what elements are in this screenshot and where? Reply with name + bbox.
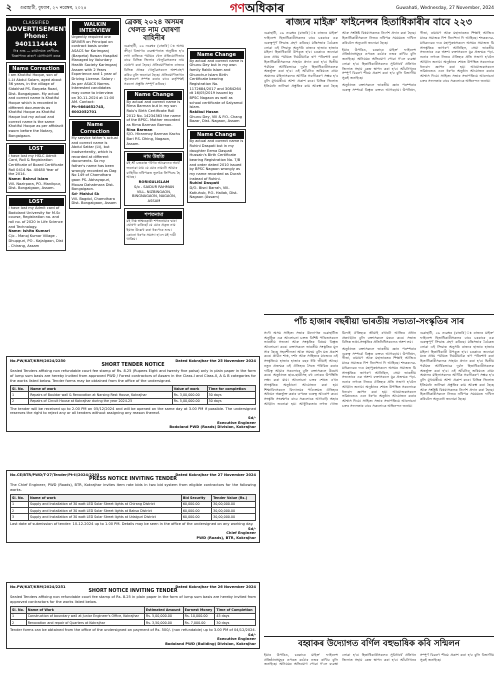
table-row xyxy=(11,620,256,626)
tender-body: Sealed Tenders affixing non refundable court fee stamp of Rs. 8.25 in plain paper in the form of lump sum basis are hereby invited from approved contractors for the works listed below. xyxy=(10,595,256,605)
classified-label: CLASSIFIED xyxy=(22,20,50,25)
table-cell: 2 xyxy=(11,508,29,514)
table-header: Name of Work xyxy=(26,607,144,613)
tender-body: The Chief Engineer, PWD (Roads), BTR, Kokrajhar invites item rate bids in two bid system from eligible contractors for the following works. xyxy=(10,483,256,493)
table-header: Sl. No. xyxy=(11,495,29,501)
sign-line-1: Sd/- xyxy=(248,416,256,421)
tender-date: Dated Kokrajhar the 26 November 2024 xyxy=(175,585,256,589)
table-cell: 3 xyxy=(11,514,29,520)
table-header: Tender Value (Rs.) xyxy=(212,495,256,501)
ad-body: By actual and correct name is Rima Barman but in my son Rolu's Birth Certificate Roll 2012 No. 14234363 the name of the BPSC- Mother recorded as Rima Barman Barman. xyxy=(126,99,181,127)
tender-heading: SHORT NOTICE INVITING TENDER xyxy=(88,589,178,595)
ad-body: I have lost my HSLC Admit Card, Roll & Registration Certificate of Board Certificate Roll 0414 No. 40480 Year of the 2014. xyxy=(8,153,64,177)
tender-signature xyxy=(10,527,256,540)
table-header: Sl. No. xyxy=(11,607,27,613)
ad-body: By actual and correct name is Ghunu Dey but in my own family Rakib Islam and Ghunchur Islam Birth Certificate bearing Registration No. 1172684/2017 and 3084264 dt 16/05/2019 issued by BPSC Nagaon as well as school certificate of Salyamol Islam. xyxy=(189,58,244,110)
table-cell: Supply and Installation of 30 watt LED Solar Street lights at Baksa District xyxy=(29,508,182,514)
table-cell: Construction of boundary wall at Junior Engineer's Office, Kokrajhar xyxy=(26,613,144,619)
table-header: Name of work xyxy=(29,386,172,392)
table-cell: 60,000.00 xyxy=(181,514,211,520)
ad-body: মই নিম্ন স্বাক্ষৰকাৰী শপতনামাৰ দ্বাৰা ঘোষণা কৰিছোঁ যে মোৰ প্ৰকৃত নাম ইয়াত উল্লেখ কৰা ধৰণেৰে শুদ্ধ। কোনো ধৰণৰ সমস্যা হ'লে মই দায়ী থাকিম। xyxy=(126,218,177,242)
date-left: গুৱাহাটী, বুধবাৰ, ২৭ নৱেম্বৰ, ২০২৪ xyxy=(20,5,87,11)
sign-line-2: Executive Engineer xyxy=(217,637,256,642)
divider xyxy=(264,314,494,315)
ad-heading: Name Change xyxy=(190,51,244,59)
ad-body: Urgently required one DRIVER on Principal on contract basis under ASACS for Karimganj (Barpeta) Ruwan Hospital Managed by Voluntary Health Society Karimganj Assam with 2 Years Experience and 1 year of Driving License. Salary : As per ASACS Norms. xyxy=(71,35,118,86)
divider xyxy=(264,636,494,637)
sign-line-2: Chief Engineer xyxy=(226,531,256,536)
ad-signatory: RORIGULISLAM xyxy=(138,180,170,185)
tender-footer: Last date of submission of tender: 10-12-2024 up to 1.00 PM. Details may be seen in the office of the undersigned on any working day. xyxy=(10,522,254,527)
name-change-ad xyxy=(124,89,184,149)
culture-story-body-2: অনুষ্ঠানত বক্তাসকলে ভাৰতীয় জ্ঞান পৰম্পৰাৰ গুৰুত্ব সম্পৰ্কে বিস্তৃত বক্তব্য আগবঢ়ায়। উপনিষদ, গীতা, ৰামায়ণ আৰু মহাভাৰতৰ শিক্ষাই আজিও মানৱ সমাজক দিশ নিৰ্দেশনা দি আহিছে। শংকৰদেৱ-মাধৱদেৱৰ দৰে মহাপুৰুষসকলে অসমৰ সমাজত যি সাংস্কৃতিক জাগৰণ আনিছিল, সেয়া ভাৰতীয় সভ্যতাৰে এক অংশ। বক্তাসকলে যুৱ প্ৰজন্মক পঢ়া-শুনাৰ লগতে নিজৰ ঐতিহ্যৰ প্ৰতি সজাগ হ'বলৈ আহ্বান জনায়। অনুষ্ঠানৰ শেষত উপস্থিত সকলোকে ধন্যবাদ জ্ঞাপন কৰা হয়। আয়োজকসকলে ভৱিষ্যতেও এনে ধৰণৰ অনুষ্ঠান আয়োজন কৰাৰ আশ্বাস দিয়ে। সাহিত্য সভাৰ সভাপতিয়ে আলোচনা চক্ৰৰ সফলতাৰ বাবে সকলোকে অভিনন্দন জনায়। xyxy=(342,346,416,408)
masthead xyxy=(6,2,494,16)
table-cell: Supply and Installation of 30 watt LED Solar Street lights at Udalguri District xyxy=(29,514,182,520)
name-correction-ad xyxy=(69,119,121,209)
table-cell: 1 xyxy=(11,392,29,398)
sign-line-1: Sd/- xyxy=(248,632,256,637)
poets-meet-body: ইয়াৰ উপৰিও, চৰকাৰে মাইক্ৰ' ফাইনেন্স প্ৰতিষ্ঠানসমূহৰ ওপৰত কঠোৰ নজৰ ৰাখিব বুলি জনাইছে। অনিয়মৰ অভিযোগ পোৱা গ'লে ব্যৱস্থা লোৱা হ'ব। হিতাধিকাৰীসকলৰ সুবিধাৰ্থে প্ৰতিখন জিলাত সহায় কেন্দ্ৰ স্থাপন কৰা হ'ব। আঁচনিখনৰ সম্পূৰ্ণ বিৱৰণ শীঘ্ৰে প্ৰকাশ কৰা হ'ব বুলি বিভাগীয় সূত্ৰই জনাইছে। xyxy=(264,652,494,667)
tender-footer: The tender will be received up to 2.00 PM on 05/12/2024 and will be opened on the same day at 3.00 PM if possible. The undersigned reserves the right to reject any or all tenders without assigning any reason thereof. xyxy=(10,406,256,416)
tender-notice-2 xyxy=(6,470,260,543)
sign-line-1: Sd/- xyxy=(248,526,256,531)
tender-ref: No.PW/KAT/KRM/2024/2250 xyxy=(10,359,66,363)
table-cell: Supply and Installation of 30 watt LED Solar Street lights at Chirang District xyxy=(29,501,182,507)
table-row xyxy=(11,514,256,520)
table-header: Name of work xyxy=(29,495,182,501)
culture-story-body-3: গুৱাহাটী, ২৬ নৱেম্বৰ (বাতৰি)ঃ ৰাজ্যৰ মাইক্ৰ' ফাইনেন্স হিতাধিকাৰীসকলৰ বাবে চৰকাৰে এক গুৰুত্বপূৰ্ণ সিদ্ধান্ত গ্ৰহণ কৰিছে। মন্ত্ৰিসভাৰ বৈঠকত লোৱা এই সিদ্ধান্ত অনুসৰি ৰাজ্যৰ হাজাৰ হাজাৰ মহিলা হিতাধিকাৰী উপকৃত হ'ব। চৰকাৰে জনোৱা মতে প্ৰথম পৰ্যায়ত নিয়মীয়াকৈ ঋণ পৰিশোধ কৰা হিতাধিকাৰীসকলক সাহায্য প্ৰদান কৰা হ'ব। দ্বিতীয় পৰ্যায়ত আৰ্থিকভাৱে দুৰ্বল হিতাধিকাৰীসকলক অন্তৰ্ভুক্ত কৰা হ'ব। এই আঁচনিৰ জৰিয়তে গ্ৰাম্য অঞ্চলৰ মহিলাসকলৰ আৰ্থিক সবলীকৰণ সম্ভৱ হ'ব বুলি মুখ্যমন্ত্ৰীয়ে আশা প্ৰকাশ কৰে। বিভিন্ন জিলাত ইতিমধ্যে তালিকা প্ৰস্তুতিৰ কাম আৰম্ভ কৰা হৈছে আৰু সংশ্লিষ্ট বিষয়াসকলক নিৰ্দেশ প্ৰদান কৰা হৈছে। হিতাধিকাৰীসকলে নিজৰ নথিপত্ৰ সময়মতে দাখিল কৰিবলৈ অনুৰোধ জনোৱা হৈছে। xyxy=(420,330,494,402)
culture-story-columns xyxy=(264,331,494,631)
table-header: Estimated Amount xyxy=(144,607,183,613)
culture-story xyxy=(264,314,494,631)
sign-line-3: Bodoland PWD (Building) Division, Kokrajhar xyxy=(165,641,256,646)
logo-part-a: গণ xyxy=(229,1,245,15)
ad-address: C/o - Manoj Kumar Village - Dhupguri, PO - Kajalgaon, Dist - Chirang, Assam xyxy=(8,234,63,248)
table-cell: 1 xyxy=(11,613,27,619)
ad-heading: WALKIN INTERVIEW xyxy=(72,21,119,36)
ad-body: My service father's actual and correct name is Abdul Sattar (Lt), but inadvertently, which is recorded at different documents. So my father's name has been wrongly recorded as Dag No 149 of Chamdhara gaon PS- Abhayapuri, Mouza Dahatmara Dist- Bongaigaon. xyxy=(71,135,118,192)
tender-date: Dated Kokrajhar the 25 November 2024 xyxy=(175,359,256,363)
ad-heading: Name Correction xyxy=(9,65,64,73)
sign-line-3: Bodoland PWD (Roads) Division, Kokrajhar xyxy=(169,425,256,429)
logo-part-b: অধিকাৰ xyxy=(244,1,285,15)
name-change-ad xyxy=(187,129,246,203)
ad-heading: Name Change xyxy=(127,91,182,99)
ad-body: I have lost my Admit card of Bodoland University for M.Sc course, Registration no. and roll no. of 2020 in Life Science and Technology. xyxy=(8,206,63,229)
tender-table xyxy=(10,494,256,520)
classified-column-1 xyxy=(6,18,69,354)
name-correction-ad xyxy=(6,62,66,141)
classified-phone: Phone: 9401114444 xyxy=(15,33,57,48)
ad-signatory: Name: Bahrul Islam xyxy=(8,176,49,181)
main-story xyxy=(264,18,494,311)
table-cell: Rs. 3,00,000.00 xyxy=(172,392,207,398)
page-number: ২ xyxy=(6,2,12,13)
ad-address: Ghunu Dey, Vill & P.O- Chang Bazar, Dist- Nagaon, Assam xyxy=(189,114,243,124)
ad-heading: LOST xyxy=(9,145,64,153)
classified-column-4 xyxy=(187,18,246,354)
ad-heading: Name Change xyxy=(190,131,244,139)
lead-story-body: গুৱাহাটী, ২৬ নৱেম্বৰ (বাতৰি)ঃ অসম ক্ৰীড়া বিভাগৰ ব্যৱস্থাপনাত অনুষ্ঠিত হ'ব লগা ৰাজ্যিক পৰ্যায়ৰ খেল প্ৰতিযোগিতাৰ বাবে বিভিন্ন জিলাৰ খেলুৱৈসকলৰ নাম ঘোষণা কৰা হৈছে। প্ৰতিযোগিতাত ৰাজ্যৰ বিভিন্ন প্ৰান্তৰ খেলুৱৈসকলে অংশগ্ৰহণ কৰিব বুলি জনোৱা হৈছে। প্ৰতিযোগিতাখন সুচাৰুৰূপে সম্পন্ন কৰাৰ বাবে কৰ্তৃপক্ষই সকলো প্ৰস্তুতি সম্পূৰ্ণ কৰিছে। xyxy=(124,44,184,87)
ad-address: S/O- Hiranmoy Barman Kachu Bari P.S- Dhing, Nagaon, Assam. xyxy=(126,132,181,146)
main-story-body-2: ইয়াৰ উপৰিও, চৰকাৰে মাইক্ৰ' ফাইনেন্স প্ৰতিষ্ঠানসমূহৰ ওপৰত কঠোৰ নজৰ ৰাখিব বুলি জনাইছে। অনিয়মৰ অভিযোগ পোৱা গ'লে ব্যৱস্থা লোৱা হ'ব। হিতাধিকাৰীসকলৰ সুবিধাৰ্থে প্ৰতিখন জিলাত সহায় কেন্দ্ৰ স্থাপন কৰা হ'ব। আঁচনিখনৰ সম্পূৰ্ণ বিৱৰণ শীঘ্ৰে প্ৰকাশ কৰা হ'ব বুলি বিভাগীয় সূত্ৰই জনাইছে। xyxy=(342,47,416,81)
tender-table xyxy=(10,606,256,626)
tender-footer: Tender forms can be obtained from the office of the undersigned on payment of Rs. 500/- (non refundable) up to 3.00 PM of 04/12/2024. xyxy=(10,627,256,632)
table-cell: Repairs of Circuit House at Kokrajhar during the year 2024-25 xyxy=(29,398,172,404)
table-cell: 30,00,000.00 xyxy=(212,514,256,520)
table-header: Value of work xyxy=(172,386,207,392)
main-story-body-1: গুৱাহাটী, ২৬ নৱেম্বৰ (বাতৰি)ঃ ৰাজ্যৰ মাইক্ৰ' ফাইনেন্স হিতাধিকাৰীসকলৰ বাবে চৰকাৰে এক গুৰুত্বপূৰ্ণ সিদ্ধান্ত গ্ৰহণ কৰিছে। মন্ত্ৰিসভাৰ বৈঠকত লোৱা এই সিদ্ধান্ত অনুসৰি ৰাজ্যৰ হাজাৰ হাজাৰ মহিলা হিতাধিকাৰী উপকৃত হ'ব। চৰকাৰে জনোৱা মতে প্ৰথম পৰ্যায়ত নিয়মীয়াকৈ ঋণ পৰিশোধ কৰা হিতাধিকাৰীসকলক সাহায্য প্ৰদান কৰা হ'ব। দ্বিতীয় পৰ্যায়ত আৰ্থিকভাৱে দুৰ্বল হিতাধিকাৰীসকলক অন্তৰ্ভুক্ত কৰা হ'ব। এই আঁচনিৰ জৰিয়তে গ্ৰাম্য অঞ্চলৰ মহিলাসকলৰ আৰ্থিক সবলীকৰণ সম্ভৱ হ'ব বুলি মুখ্যমন্ত্ৰীয়ে আশা প্ৰকাশ কৰে। বিভিন্ন জিলাত ইতিমধ্যে তালিকা প্ৰস্তুতিৰ কাম আৰম্ভ কৰা হৈছে আৰু সংশ্লিষ্ট বিষয়াসকলক নিৰ্দেশ প্ৰদান কৰা হৈছে। হিতাধিকাৰীসকলে নিজৰ নথিপত্ৰ সময়মতে দাখিল কৰিবলৈ অনুৰোধ জনোৱা হৈছে। xyxy=(264,31,416,88)
tender-table xyxy=(10,385,256,405)
table-cell: 1 xyxy=(11,501,29,507)
table-cell: 30 days xyxy=(215,620,256,626)
ad-body: By actual and correct name is Ruhini Daspati but in my daughter Eema Daspati Hussain's Birth Certificate bearing Registration No. 7/B and order dated 2010 issued by BPSC Nagaon wrongly as my name recorded as Durah instead of Ruhini. xyxy=(189,139,244,181)
table-header: Earnest Money xyxy=(183,607,215,613)
poets-meet-story xyxy=(264,636,494,687)
main-story-columns xyxy=(264,31,494,311)
table-cell: Rs. 5,00,000.00 xyxy=(172,398,207,404)
tender-heading: PRESS NOTICE INVITING TENDER xyxy=(89,477,177,483)
news-column-3 xyxy=(124,18,184,354)
ad-subline: S/o - SAIDUR RAHMAN xyxy=(134,184,174,189)
table-cell: Rs. 7,000.00 xyxy=(183,620,215,626)
table-row xyxy=(11,398,256,404)
ad-signatory: Name: Ishita Kumari xyxy=(8,229,50,234)
table-cell: 45 days xyxy=(215,613,256,619)
tender-notice-1 xyxy=(6,356,260,432)
poets-meet-headline: বহ্বাকৰ উদ্যোগত বৰ্ণিল বহুভাষিক কবি সন্মিলন xyxy=(298,639,460,649)
ad-heading: LOST xyxy=(9,198,64,206)
table-cell: Repairs of Bouldar wall & Renovation at Narsing Rest House, Kokrajhar xyxy=(29,392,172,398)
tender-body: Sealed Tenders affixing non refundable court fee stamp of Rs. 8.25 (Rupees Eight and twenty five paisa) only in plain paper in the form of lump sum basis are hereby invited from approved PWD / Forest contractors of Assam in the Class-I and Class-II, A & B categories for the works listed below. Tender forms may be obtained from the office of the undersigned. xyxy=(10,369,256,383)
culture-story-headline: পাঁচ হাজাৰ বছৰীয়া ভাৰতীয় সভ্যতা-সংস্কৃতিৰ সাৰ xyxy=(293,317,465,327)
table-cell: 30 days xyxy=(207,398,255,404)
tender-ref: No.CE/BTR/PWD/T-27/Tender/Pt-II/2024/2293 xyxy=(10,473,100,477)
tender-heading: SHORT TENDER NOTICE xyxy=(101,363,165,369)
table-cell: Rs. 10,000.00 xyxy=(183,613,215,619)
table-cell: 30,00,000.00 xyxy=(212,508,256,514)
affidavit-ad xyxy=(124,208,184,245)
ad-heading: Name Correction xyxy=(72,121,119,136)
sign-line-2: Executive Engineer xyxy=(217,420,256,425)
ad-address: Vill- Nazirpara, PO- Manikpur, Dist- Bongaigaon, Assam. xyxy=(8,181,62,191)
tender-signature xyxy=(10,633,256,646)
main-story-headline: ৰাজ্যৰ মাইক্ৰ' ফাইনেন্সৰ হিতাধিকাৰীৰ বাবে ২২৩ xyxy=(285,17,473,28)
lost-ad xyxy=(6,195,66,250)
table-cell: Rs. 3,50,000.00 xyxy=(144,620,183,626)
table-header: Time for completion xyxy=(207,386,255,392)
table-cell: 60,000.00 xyxy=(181,501,211,507)
ad-signatory: Rakibul Hasan xyxy=(189,110,219,115)
ad-address: VILL- NIZBINGAON, BINGNAGAON, NAGAON, ASSAM xyxy=(132,189,176,203)
ad-signatory: Sd- Mahiul Sk xyxy=(71,191,100,196)
tender-signature xyxy=(10,416,256,429)
table-header: Bid Security xyxy=(181,495,211,501)
ad-signatory: Rina Barman xyxy=(126,127,153,132)
lead-story-headline: ব্ৰেকছ ২০২৪ অসমৰ খেলত নাম ঘোষণা বাহিনীৰ xyxy=(124,18,184,43)
tender-notice-3 xyxy=(6,582,260,649)
ad-heading: শপতনামা xyxy=(127,211,182,219)
tender-date: Dated Kokrajhar the 27 November 2024 xyxy=(175,473,256,477)
lost-ad xyxy=(6,143,66,194)
newspaper-logo xyxy=(170,1,344,16)
name-notice-ad xyxy=(124,151,184,206)
classified-note: নিঃ শুল্ক — কাৰ্যালয়ত শ্ৰেণীবদ্ধ বিজ্ঞাপনৰ কাৰণে যোগাযোগ কৰক xyxy=(11,49,61,58)
main-story-body-3: অনুষ্ঠানত বক্তাসকলে ভাৰতীয় জ্ঞান পৰম্পৰাৰ গুৰুত্ব সম্পৰ্কে বিস্তৃত বক্তব্য আগবঢ়ায়। উপনিষদ, গীতা, ৰামায়ণ আৰু মহাভাৰতৰ শিক্ষাই আজিও মানৱ সমাজক দিশ নিৰ্দেশনা দি আহিছে। শংকৰদেৱ-মাধৱদেৱৰ দৰে মহাপুৰুষসকলে অসমৰ সমাজত যি সাংস্কৃতিক জাগৰণ আনিছিল, সেয়া ভাৰতীয় সভ্যতাৰে এক অংশ। বক্তাসকলে যুৱ প্ৰজন্মক পঢ়া-শুনাৰ লগতে নিজৰ ঐতিহ্যৰ প্ৰতি সজাগ হ'বলৈ আহ্বান জনায়। অনুষ্ঠানৰ শেষত উপস্থিত সকলোকে ধন্যবাদ জ্ঞাপন কৰা হয়। আয়োজকসকলে ভৱিষ্যতেও এনে ধৰণৰ অনুষ্ঠান আয়োজন কৰাৰ আশ্বাস দিয়ে। সাহিত্য সভাৰ সভাপতিয়ে আলোচনা চক্ৰৰ সফলতাৰ বাবে সকলোকে অভিনন্দন জনায়। xyxy=(342,31,494,92)
classified-title: ADVERTISEMENT xyxy=(7,25,69,33)
date-right: Guwahati, Wednesday, 27 November, 2024 xyxy=(395,5,494,11)
ad-signatory: Ruhini Daspati xyxy=(189,181,220,186)
classified-column-2 xyxy=(69,18,121,354)
ad-body: I am Khotiful Hoque, son of L.Lt Abdul Salam, aged about 56 years, in the village of Sidakhat PS- Barpeta Road, Dist- Bongaigaon. My actual and correct name is Khotiful Hoque which is recorded in different documents as Khotiful Hoque as Khotiful Haque but my actual and correct name is the same Khotiful Hoque as per affidavit sworn before the Notary, Bongaigaon. xyxy=(8,72,64,138)
table-cell: 2 xyxy=(11,620,27,626)
tender-ref: No.PW/KAT/KRM/2024/2251 xyxy=(10,585,66,589)
table-cell: 30 days xyxy=(207,392,255,398)
table-header: Time of Completion xyxy=(215,607,256,613)
classified-header xyxy=(6,18,69,60)
culture-story-body: সদৌ অসম সাহিত্য সভাৰ উদ্যোগত গুৱাহাটীত অনুষ্ঠিত এক আলোচনা চক্ৰত বিশিষ্ট পণ্ডিতসকলে ভাৰতীয় সভ্যতা আৰু সংস্কৃতিৰ বিষয়ে বিস্তৃত আলোচনা কৰে। বক্তাসকলে ভাৰতীয় সংস্কৃতিৰ মূল সাৰ হৈছে সহনশীলতা আৰু সমন্বয় বুলি মত প্ৰকাশ কৰে। প্ৰাচীন শাস্ত্ৰ, দৰ্শন আৰু সাহিত্যৰ মাজেৰে এই সংস্কৃতিয়ে হাজাৰ হাজাৰ বছৰ ধৰি জীয়াই আছে। নতুন প্ৰজন্মক এই ঐতিহ্যৰ সৈতে পৰিচিত কৰাৰ দায়িত্ব আমাৰ সকলোৰে বুলি বক্তাসকলে উল্লেখ কৰে। অনুষ্ঠানত ছাত্ৰ-ছাত্ৰীসহ বহু লোকৰ উপস্থিতি লক্ষ্য কৰা যায়। আলোচনা চক্ৰৰ শেষত এখন সাংস্কৃতিক অনুষ্ঠানো আয়োজন কৰা হয়। শিক্ষাবিদসকলে বিদ্যালয়ৰ পাঠ্যক্ৰমত ঐতিহ্যৰ অধ্যয়ন অন্তৰ্ভুক্ত কৰাৰ ওপৰত গুৰুত্ব আৰোপ কৰে। সংস্কৃতি সংৰক্ষণৰ বাবে সকলোকে আগবাঢ়ি অহাৰ আহ্বান জনোৱা হয়। আধুনিকতাৰ লগত খোজ মিলাই ঐতিহ্যক জীয়াই ৰখাটো আজিৰ প্ৰধান প্ৰত্যাহ্বান বুলি বক্তাসকলে মন্তব্য কৰে। সভাত বিভিন্ন ভাষা-সংস্কৃতিৰ প্ৰতিনিধিসকলেও অংশ লয়। xyxy=(264,330,416,406)
ad-contact: Interested candidates may come to interview on 30-11-2024 at 11:00 AM. Contact: xyxy=(71,86,115,105)
sign-line-3: PWD (Roads), BTR, Kokrajhar xyxy=(196,535,256,540)
ad-phone: Ph-9864652745, 6002052701 xyxy=(71,105,105,114)
table-header: Sl. No. xyxy=(11,386,29,392)
table-cell: Renovation and repair of Quarters at Kokrajhar xyxy=(26,620,144,626)
walkin-interview-ad xyxy=(69,18,121,117)
table-cell: Rs. 5,00,000.00 xyxy=(144,613,183,619)
ad-heading: নাম উন্নতি xyxy=(127,153,182,161)
table-cell: 60,000.00 xyxy=(181,508,211,514)
name-change-ad xyxy=(187,48,246,127)
table-cell: 30,00,000.00 xyxy=(212,501,256,507)
ad-address: D/O- Bisni Barrah, Vill- Katiuhub, P.O- Hailak, Dist- Nagaon (Assam) xyxy=(189,186,238,200)
table-cell: 2 xyxy=(11,398,29,404)
ad-address: Vill- Bagdol, Chamdhara Dist- Bongaigaon, Assam xyxy=(71,196,117,206)
ad-body: মই শ্ৰী চন্দ্ৰকান্ত গগৈৰ আৱেদনৰ অৰ্থে জনোৱা যায় যে মোৰ নামটো আমাৰ বাহিনীৰ নথিপত্ৰত ভুলকৈ লিপিবদ্ধ হৈ আছে। xyxy=(126,161,181,180)
